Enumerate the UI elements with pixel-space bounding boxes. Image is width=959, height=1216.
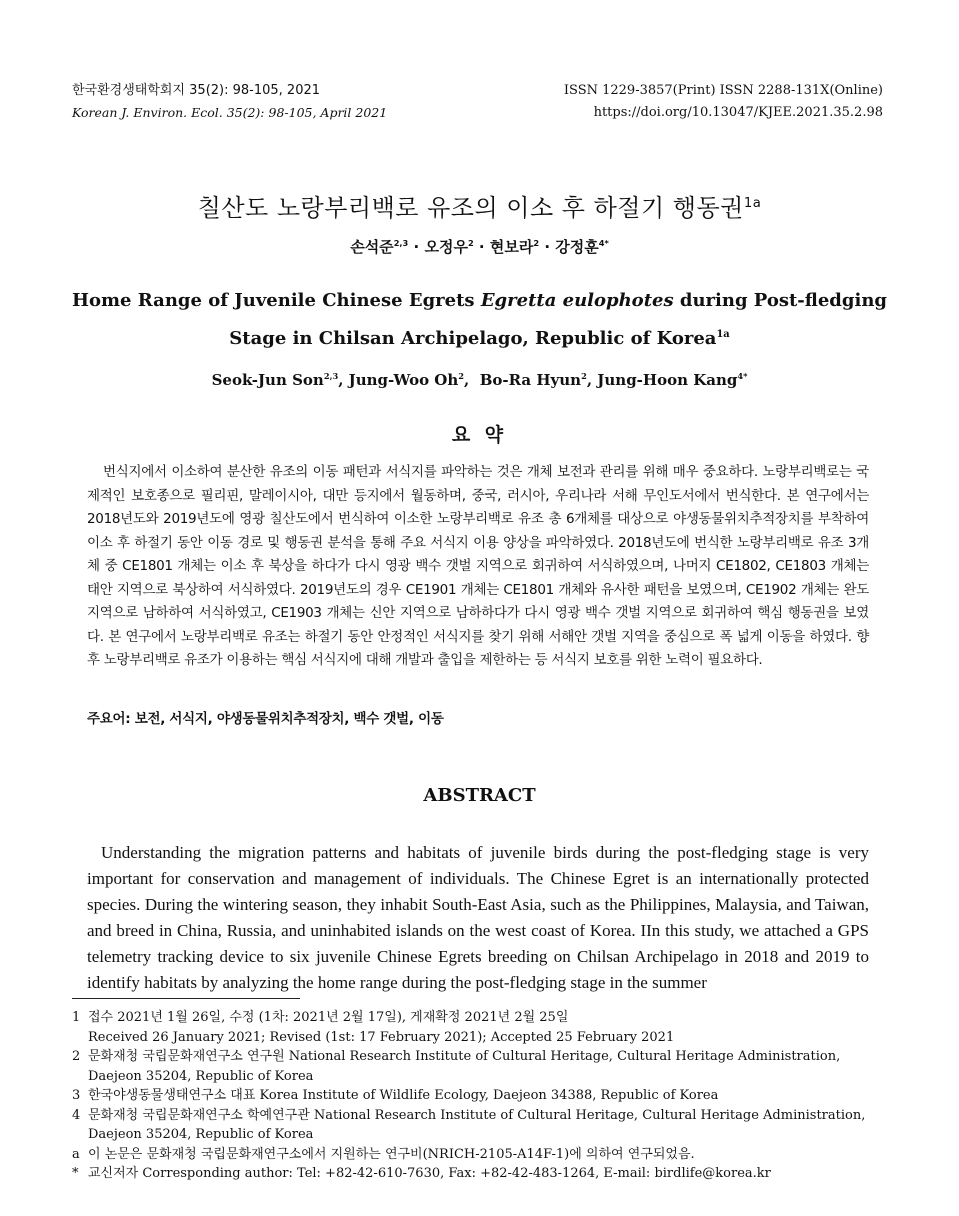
author-kr: 현보라 xyxy=(489,238,534,256)
abstract-paragraph: Understanding the migration patterns and habitats of juvenile birds during the post-fledging stage is very important for conservation and management of individuals. The Chinese Egret is an internationally protected species. During the wintering season, they inhabit South-East Asia, such as the Philippines, Malaysia, and Taiwan, and breed in China, Russia, and uninhabited islands on the west coast of Korea. IIn this study, we attached a GPS telemetry tracking device to six juvenile Chinese Egrets breeding on Chilsan Archipelago in 2018 and 2019 to identify habitats by analyzing the home range during the post-fledging stage in the summer xyxy=(87,843,869,992)
journal-header xyxy=(72,80,387,124)
author-en: Bo-Ra Hyun xyxy=(479,371,582,389)
author-kr: 손석준 xyxy=(350,238,394,256)
journal-citation-kr: 한국환경생태학회지 35(2): 98-105, 2021 xyxy=(72,83,321,98)
keywords-line: 주요어: 보전, 서식지, 야생동물위치추적장치, 백수 갯벌, 이동 xyxy=(87,711,444,727)
footnote-text: 한국야생동물생태연구소 대표 Korea Institute of Wildlife Ecology, Daejeon 34388, Republic of Korea xyxy=(88,1088,719,1103)
footnote-mark: * xyxy=(72,1166,79,1181)
issn-doi-block xyxy=(564,80,883,124)
author-en-affil: 2,3 xyxy=(323,371,339,381)
footnote-mark: 4 xyxy=(72,1107,81,1123)
author-kr-affil: 4* xyxy=(598,238,609,248)
journal-citation-en: Korean J. Environ. Ecol. 35(2): 98-105, April 2021 xyxy=(72,105,388,120)
footnote-item xyxy=(72,1164,883,1184)
footnote-text: Received 26 January 2021; Revised (1st: 17 February 2021); Accepted 25 February 2021 xyxy=(88,1029,675,1045)
species-name: Egretta eulophotes xyxy=(480,290,674,311)
summary-heading: 요 약 xyxy=(451,424,508,446)
author-separator: · xyxy=(539,238,556,256)
author-kr: 강정훈 xyxy=(555,238,599,256)
author-kr-affil: 2 xyxy=(467,238,474,248)
footnote-divider xyxy=(72,998,300,999)
paper-title-kr-text: 칠산도 노랑부리백로 유조의 이소 후 하절기 행동권 xyxy=(197,194,744,222)
footnote-item xyxy=(72,1086,883,1106)
footnote-text: 이 논문은 문화재청 국립문화재연구소에서 지원하는 연구비(NRICH-2105-A14F-1)에 의하여 연구되었음. xyxy=(88,1146,695,1162)
paper-title-en-part2: during Post-fledging Stage in Chilsan Archipelago, Republic of Korea xyxy=(229,290,887,349)
author-separator: · xyxy=(408,238,425,256)
footnote-item xyxy=(72,1008,883,1047)
footnotes xyxy=(72,1008,883,1184)
author-en-affil: 4* xyxy=(737,371,748,381)
author-kr-affil: 2,3 xyxy=(393,238,409,248)
author-en-affil: 2 xyxy=(581,371,587,381)
author-list-en: Seok-Jun Son$^{2,3}$, Jung-Woo Oh$^2$, Bo-Ra Hyun$^2$, Jung-Hoon Kang$^{4*}$ xyxy=(211,371,748,389)
author-en: Jung-Woo Oh xyxy=(348,371,459,389)
paper-title-kr-sup: 1a xyxy=(743,196,762,211)
footnote-text: 접수 2021년 1월 26일, 수정 (1차: 2021년 2월 17일), 게재확정 2021년 2월 25일 xyxy=(88,1010,569,1025)
issn-line: ISSN 1229-3857(Print) ISSN 2288-131X(Online) xyxy=(563,83,883,98)
abstract-heading: ABSTRACT xyxy=(423,785,536,806)
footnote-mark: 2 xyxy=(72,1049,81,1064)
author-en-affil: 2 xyxy=(458,371,465,381)
footnote-text: 문화재청 국립문화재연구소 학예연구관 National Research Institute of Cultural Heritage, Cultural Heritage Administration, Daejeon 35204, Republic of Korea xyxy=(88,1107,866,1142)
author-kr-affil: 2 xyxy=(533,238,540,248)
paper-title-en-sup: 1a xyxy=(716,329,730,340)
doi-link[interactable]: https://doi.org/10.13047/KJEE.2021.35.2.98 xyxy=(593,105,883,120)
paper-title-en-part1: Home Range of Juvenile Chinese Egrets xyxy=(72,290,481,311)
footnote-item xyxy=(72,1145,883,1165)
author-en: Seok-Jun Son xyxy=(211,371,324,389)
footnote-item xyxy=(72,1047,883,1086)
footnote-mark: 1 xyxy=(72,1010,81,1025)
summary-paragraph: 번식지에서 이소하여 분산한 유조의 이동 패턴과 서식지를 파악하는 것은 개체 보전과 관리를 위해 매우 중요하다. 노랑부리백로는 국제적인 보호종으로 필리핀, 말레이시아, 대만 등지에서 월동하며, 중국, 러시아, 우리나라 서해 무인도서에서 번식한다. 본 연구에서는 2018년도와 2019년도에 영광 칠산도에서 번식하여 이소한 노랑부리백로 유조 총 6개체를 대상으로 야생동물위치추적장치를 부착하여 이소 후 하절기 동안 이동 경로 및 행동권 분석을 통해 주요 서식지 이용 양상을 파악하였다. 2018년도에 번식한 노랑부리백로 유조 3개체 중 CE1801 개체는 이소 후 북상을 하다가 다시 영광 백수 갯벌 지역으로 회귀하여 서식하였으며, 나머지 CE1802, CE1803 개체는 태안 지역으로 북상하여 서식하였다. 2019년도의 경우 CE1901 개체는 CE1801 개체와 유사한 패턴을 보였으며, CE1902 개체는 완도 지역으로 남하하여 서식하였고, CE1903 개체는 신안 지역으로 남하하다가 다시 영광 백수 갯벌 지역으로 회귀하여 핵심 행동권을 보였다. 본 연구에서 노랑부리백로 유조는 하절기 동안 안정적인 서식지를 찾기 위해 서해안 갯벌 지역을 중심으로 폭 넓게 이동을 하였다. 향후 노랑부리백로 유조가 이용하는 핵심 서식지에 대해 개발과 출입을 제한하는 등 서식지 보호를 위한 노력이 필요하다. xyxy=(87,464,869,668)
paper-title-kr xyxy=(0,188,959,223)
footnote-text: 문화재청 국립문화재연구소 연구원 National Research Institute of Cultural Heritage, Cultural Heritage Administration, Daejeon 35204, Republic of Korea xyxy=(88,1049,841,1084)
author-list-kr xyxy=(0,236,959,257)
footnote-item xyxy=(72,1106,883,1145)
author-en: Jung-Hoon Kang xyxy=(597,371,738,389)
author-separator: · xyxy=(473,238,490,256)
author-kr: 오정우 xyxy=(424,238,468,256)
footnote-mark: a xyxy=(72,1146,80,1162)
paper-title-en xyxy=(60,284,899,356)
footnote-mark: 3 xyxy=(72,1088,81,1103)
footnote-text[interactable]: 교신저자 Corresponding author: Tel: +82-42-610-7630, Fax: +82-42-483-1264, E-mail: birdlife@korea.kr xyxy=(88,1166,771,1181)
